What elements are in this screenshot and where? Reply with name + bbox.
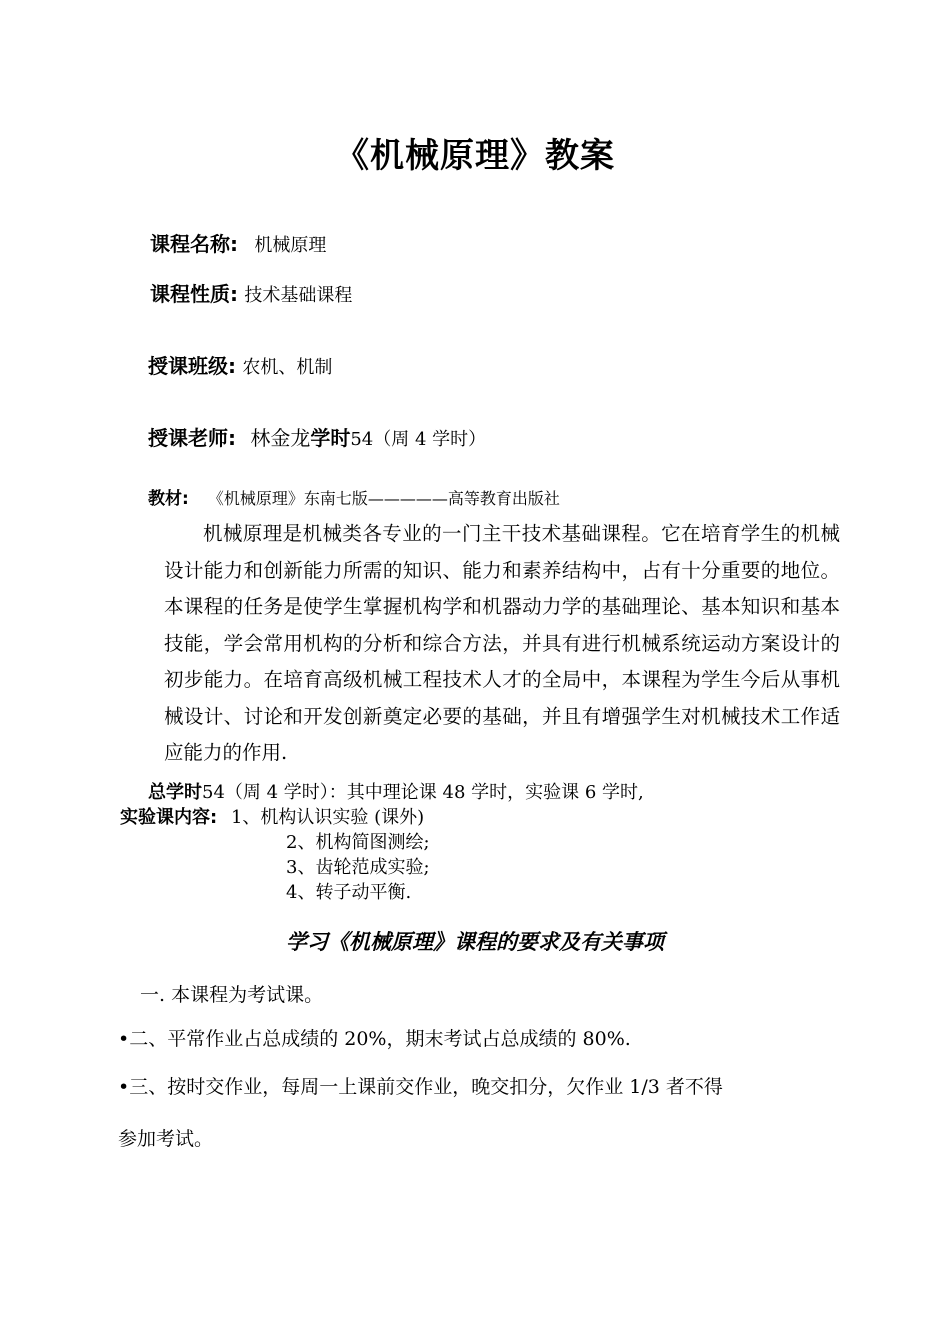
course-name-row (150, 228, 326, 257)
course-nature-value: 技术基础课程 (244, 285, 353, 306)
classes-label: 授课班级: (148, 354, 236, 378)
classes-row (148, 350, 332, 379)
requirements-title: 学习《机械原理》课程的要求及有关事项 (286, 930, 664, 954)
hours-label: 学时 (310, 426, 351, 450)
requirement-item: 一. 本课程为考试课。 (140, 984, 324, 1006)
requirement-item: •三、按时交作业，每周一上课前交作业，晚交扣分，欠作业 1/3 者不得 (118, 1076, 723, 1098)
course-nature-row (150, 278, 352, 307)
experiment-item: 4、转子动平衡. (286, 882, 412, 903)
course-name-value: 机械原理 (254, 235, 327, 256)
teacher-value: 林金龙 (250, 426, 311, 450)
experiments-row (120, 803, 424, 829)
course-nature-label: 课程性质: (150, 282, 238, 306)
course-name-label: 课程名称: (150, 232, 238, 256)
experiments-label: 实验课内容: (120, 807, 218, 828)
intro-paragraph: 机械原理是机械类各专业的一门主干技术基础课程。它在培育学生的机械设计能力和创新能力所需的知识、能力和素养结构中，占有十分重要的地位。本课程的任务是使学生掌握机构学和机器动力学的基础理论、基本知识和基本技能，学会常用机构的分析和综合方法，并具有进行机械系统运动方案设计的初步能力。在培育高级机械工程技术人才的全局中，本课程为学生今后从事机械设计、讨论和开发创新奠定必要的基础，并且有增强学生对机械技术工作适应能力的作用. (164, 522, 840, 764)
total-hours-row (148, 778, 644, 804)
total-hours-label: 总学时 (148, 782, 202, 803)
teacher-row (148, 422, 486, 451)
experiment-item: 3、齿轮范成实验; (286, 857, 430, 878)
hours-value: 54（周 4 学时） (350, 429, 487, 450)
classes-value: 农机、机制 (242, 357, 333, 378)
total-hours-value: 54（周 4 学时）：其中理论课 48 学时，实验课 6 学时, (202, 782, 644, 803)
teacher-label: 授课老师: (148, 426, 236, 450)
textbook-value: 《机械原理》东南七版—————高等教育出版社 (207, 489, 560, 508)
textbook-label: 教材: (148, 489, 189, 509)
requirement-item: •二、平常作业占总成绩的 20%，期末考试占总成绩的 80%. (118, 1028, 631, 1050)
requirement-item: 参加考试。 (118, 1128, 214, 1150)
experiment-item: 1、机构认识实验 (课外) (230, 807, 425, 828)
experiment-item: 2、机构简图测绘; (286, 832, 430, 853)
textbook-row (148, 484, 560, 509)
document-title: 《机械原理》教案 (335, 136, 615, 176)
